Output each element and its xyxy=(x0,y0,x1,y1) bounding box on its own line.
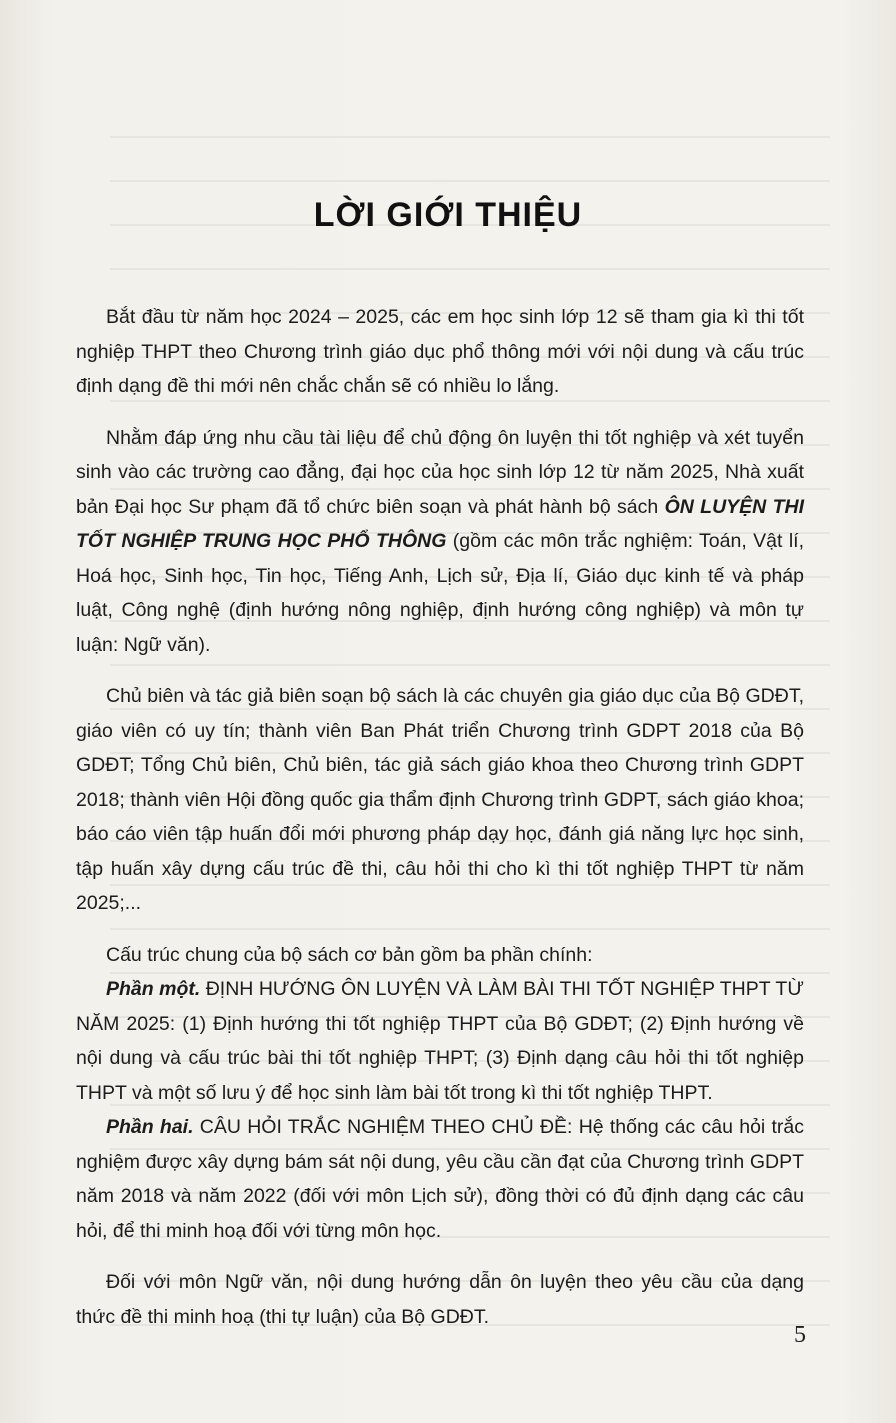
part-two-label: Phần hai. xyxy=(106,1116,194,1138)
paragraph-2-subjects: (gồm các môn trắc nghiệm: Toán, Vật lí, Hoá học, Sinh học, Tin học, Tiếng Anh, Lịch sử, Địa lí, Giáo dục kinh tế và pháp luật, Công nghệ (định hướng nông nghiệp, định hướng công nghiệp) và môn tự luận: Ngữ văn). xyxy=(76,530,804,656)
paragraph-3: Chủ biên và tác giả biên soạn bộ sách là các chuyên gia giáo dục của Bộ GDĐT, giáo viên có uy tín; thành viên Ban Phát triển Chương trình GDPT 2018 của Bộ GDĐT; Tổng Chủ biên, Chủ biên, tác giả sách giáo khoa theo Chương trình GDPT 2018; thành viên Hội đồng quốc gia thẩm định Chương trình GDPT, sách giáo khoa; báo cáo viên tập huấn đổi mới phương pháp dạy học, đánh giá năng lực học sinh, tập huấn xây dựng cấu trúc đề thi, câu hỏi thi cho kì thi tốt nghiệp THPT từ năm 2025;... xyxy=(76,685,804,914)
body-text xyxy=(76,300,804,1351)
paragraph-part-two xyxy=(76,1110,804,1248)
part-two-text: CÂU HỎI TRẮC NGHIỆM THEO CHỦ ĐỀ: Hệ thống các câu hỏi trắc nghiệm được xây dựng bám sát nội dung, yêu cầu cần đạt của Chương trình GDPT năm 2018 và năm 2022 (đối với môn Lịch sử), đồng thời có đủ định dạng các câu hỏi, để thi minh hoạ đối với từng môn học. xyxy=(76,1116,805,1242)
book-series-title: ÔN LUYỆN THI TỐT NGHIỆP TRUNG HỌC PHỔ THÔNG xyxy=(76,495,805,552)
paragraph-7: Đối với môn Ngữ văn, nội dung hướng dẫn ôn luyện theo yêu cầu của dạng thức đề thi minh hoạ (thi tự luận) của Bộ GDĐT. xyxy=(76,1271,804,1328)
page-title: LỜI GIỚI THIỆU xyxy=(313,196,583,234)
part-one-text: ĐỊNH HƯỚNG ÔN LUYỆN VÀ LÀM BÀI THI TỐT NGHIỆP THPT TỪ NĂM 2025: (1) Định hướng thi tốt nghiệp THPT của Bộ GDĐT; (2) Định hướng về nội dung và cấu trúc bài thi tốt nghiệp THPT; (3) Định dạng câu hỏi thi tốt nghiệp THPT và một số lưu ý để học sinh làm bài tốt trong kì thi tốt nghiệp THPT. xyxy=(76,978,804,1104)
paragraph-1: Bắt đầu từ năm học 2024 – 2025, các em học sinh lớp 12 sẽ tham gia kì thi tốt nghiệp THPT theo Chương trình giáo dục phổ thông mới với nội dung và cấu trúc định dạng đề thi mới nên chắc chắn sẽ có nhiều lo lắng. xyxy=(76,306,804,397)
paragraph-part-one xyxy=(76,972,804,1110)
paragraph-2-intro: Nhằm đáp ứng nhu cầu tài liệu để chủ động ôn luyện thi tốt nghiệp và xét tuyển sinh vào các trường cao đẳng, đại học của học sinh lớp 12 từ năm 2025, Nhà xuất bản Đại học Sư phạm đã tổ chức biên soạn và phát hành bộ sách xyxy=(76,426,804,518)
part-one-label: Phần một. xyxy=(106,978,201,1000)
paragraph-4: Cấu trúc chung của bộ sách cơ bản gồm ba phần chính: xyxy=(106,943,593,966)
paragraph-2 xyxy=(76,421,804,663)
page-number: 5 xyxy=(794,1322,806,1348)
